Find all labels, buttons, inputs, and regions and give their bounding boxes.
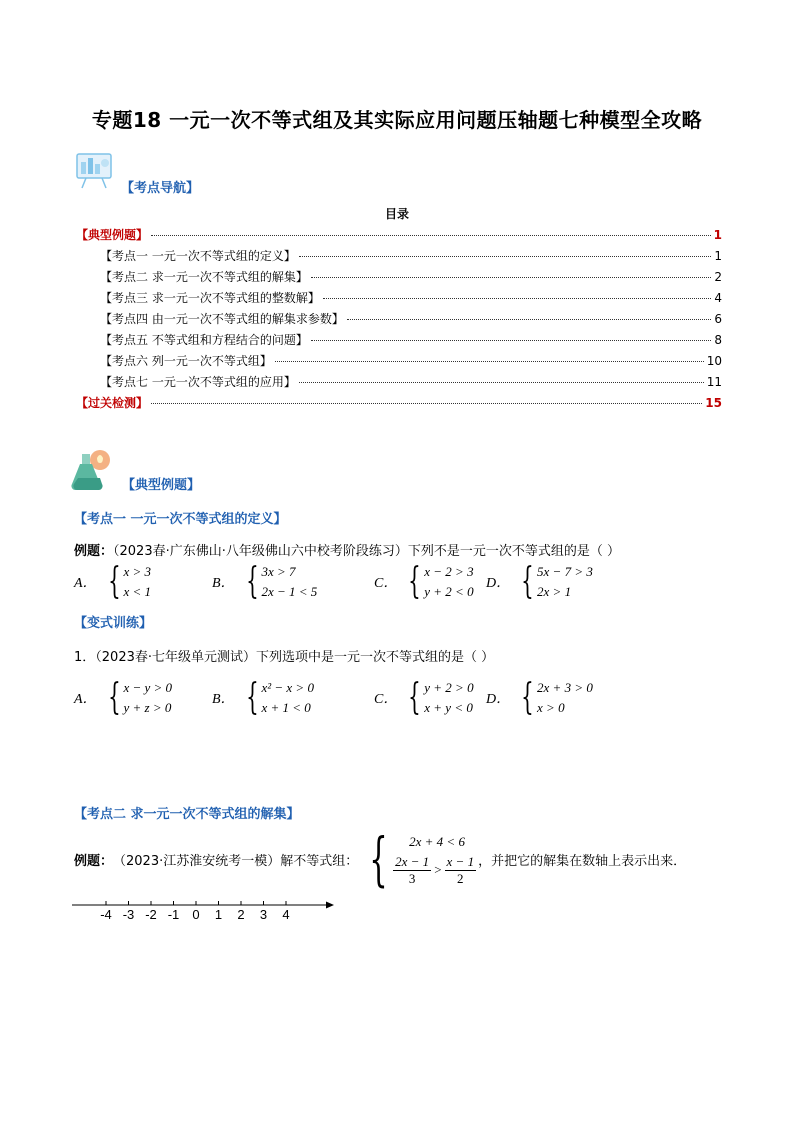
toc-entry-page: 15	[705, 396, 722, 410]
inequality-system	[103, 678, 173, 718]
inequality-system: { 2x + 4 < 6 $\frac{2x - 1}{3}$ > $\frac{x - 1}{2}$	[369, 825, 475, 893]
option-d[interactable]	[486, 678, 593, 718]
document-title: 专题18 一元一次不等式组及其实际应用问题压轴题七种模型全攻略	[91, 108, 703, 132]
example-prefix: 例题：	[74, 853, 114, 869]
typical-section-label: 【典型例题】	[122, 478, 201, 493]
toc-entry-label: 【考点二 求一元一次不等式组的解集】	[100, 270, 308, 284]
system-line: 3x > 7	[261, 564, 296, 579]
table-of-contents	[76, 226, 722, 415]
system-line: y + z > 0	[123, 700, 172, 715]
fraction-left: $\frac{2x - 1}{3}$	[395, 853, 430, 886]
toc-entry-page: 1	[713, 228, 722, 242]
toc-entry[interactable]	[76, 310, 722, 331]
q1-options	[74, 678, 714, 722]
option-d[interactable]	[486, 562, 593, 602]
number-line-label: -1	[167, 907, 180, 922]
system-line: 5x − 7 > 3	[537, 564, 593, 579]
inequality-system	[516, 678, 593, 718]
nav-section-label: 【考点导航】	[121, 181, 200, 196]
brace-icon: {	[245, 561, 259, 602]
toc-leader-dots	[311, 277, 712, 278]
option-letter: A．	[74, 576, 97, 591]
variant-label: 【变式训练】	[74, 616, 153, 631]
inequality-system	[103, 562, 151, 602]
system-line: x + y < 0	[424, 700, 473, 715]
compare-operator: >	[434, 862, 442, 877]
q1-text: 1．（2023春·七年级单元测试）下列选项中是一元一次不等式组的是（ ）	[74, 650, 495, 665]
brace-icon: {	[521, 561, 534, 602]
toc-entry[interactable]	[76, 268, 722, 289]
system-line: 2x + 3 > 0	[537, 680, 593, 695]
presentation-board-icon	[74, 150, 116, 190]
example-text: （2023·江苏淮安统考一模）解不等式组：	[113, 853, 359, 869]
toc-title: 目录	[384, 207, 409, 221]
number-line-label: -3	[122, 907, 135, 922]
toc-entry-page: 10	[706, 354, 722, 368]
inequality-system	[403, 678, 473, 718]
system-line: x − y > 0	[123, 680, 173, 695]
number-line-label: 1	[214, 907, 223, 922]
number-line	[72, 896, 336, 928]
toc-entry[interactable]	[76, 226, 722, 247]
brace-icon: {	[107, 561, 121, 602]
toc-entry-label: 【考点四 由一元一次不等式组的解集求参数】	[100, 312, 344, 326]
option-b[interactable]	[212, 562, 317, 602]
option-a[interactable]	[74, 562, 151, 602]
toc-entry-page: 1	[714, 249, 722, 263]
option-letter: A．	[74, 692, 97, 707]
fraction-right: $\frac{x - 1}{2}$	[446, 853, 475, 886]
toc-entry-label: 【考点七 一元一次不等式组的应用】	[100, 375, 296, 389]
option-c[interactable]	[374, 678, 474, 718]
toc-entry[interactable]	[76, 331, 722, 352]
system-line: x − 2 > 3	[424, 564, 474, 579]
option-a[interactable]	[74, 678, 172, 718]
example-prefix: 例题：	[74, 544, 114, 559]
toc-entry-label: 【考点五 不等式组和方程结合的问题】	[100, 333, 308, 347]
kp1-heading: 【考点一 一元一次不等式组的定义】	[74, 512, 287, 527]
brace-icon: {	[245, 677, 259, 718]
system-line: y + 2 > 0	[424, 680, 474, 695]
system-line: x > 0	[537, 700, 565, 715]
system-line: x > 3	[123, 564, 152, 579]
toc-entry[interactable]	[76, 289, 722, 310]
toc-leader-dots	[311, 340, 712, 341]
number-line-label: 0	[192, 907, 200, 922]
system-line: x + 1 < 0	[261, 700, 311, 715]
option-letter: D．	[486, 576, 511, 591]
system-line: x < 1	[123, 584, 152, 599]
kp1-options	[74, 562, 714, 606]
toc-entry-label: 【典型例题】	[76, 228, 149, 242]
toc-leader-dots	[323, 298, 712, 299]
brace-icon: {	[521, 677, 534, 718]
toc-entry-page: 2	[714, 270, 722, 284]
inequality-system	[516, 562, 593, 602]
example-tail: ，并把它的解集在数轴上表示出来．	[478, 853, 687, 869]
option-b[interactable]	[212, 678, 314, 718]
toc-leader-dots	[275, 361, 704, 362]
toc-leader-dots	[347, 319, 712, 320]
brace-icon: {	[107, 677, 121, 718]
system-line-1: 2x + 4 < 6	[409, 833, 465, 849]
kp1-example	[74, 540, 620, 559]
example-text: （2023春·广东佛山·八年级佛山六中校考阶段练习）下列不是一元一次不等式组的是（ ）	[113, 544, 620, 559]
number-line-label: 2	[237, 907, 245, 922]
toc-entry-page: 11	[706, 375, 722, 389]
toc-leader-dots	[299, 382, 704, 383]
toc-entry-page: 6	[714, 312, 722, 326]
toc-entry-label: 【考点三 求一元一次不等式组的整数解】	[100, 291, 320, 305]
system-line: 2x > 1	[537, 584, 572, 599]
number-line-label: -4	[100, 907, 112, 922]
inequality-system	[403, 562, 473, 602]
toc-entry-label: 【过关检测】	[76, 396, 149, 410]
kp2-heading: 【考点二 求一元一次不等式组的解集】	[74, 807, 300, 822]
option-letter: C．	[374, 692, 398, 707]
toc-entry-page: 4	[714, 291, 722, 305]
brace-icon: {	[408, 561, 422, 602]
toc-entry[interactable]	[76, 352, 722, 373]
inequality-system	[241, 562, 318, 602]
toc-entry[interactable]	[76, 373, 722, 394]
number-line-label: -2	[145, 907, 157, 922]
option-letter: B．	[212, 692, 235, 707]
option-letter: D．	[486, 692, 511, 707]
system-line: 2x − 1 < 5	[261, 584, 318, 599]
toc-entry-label: 【考点一 一元一次不等式组的定义】	[100, 249, 296, 263]
kp2-example	[74, 825, 687, 893]
number-line-label: 4	[282, 907, 290, 922]
system-line: y + 2 < 0	[424, 584, 474, 599]
inequality-system	[241, 678, 314, 718]
toc-leader-dots	[151, 235, 711, 236]
toc-entry-label: 【考点六 列一元一次不等式组】	[100, 354, 272, 368]
system-line: x² − x > 0	[261, 680, 314, 695]
toc-entry-page: 8	[714, 333, 722, 347]
flask-icon	[70, 448, 116, 492]
option-letter: C．	[374, 576, 398, 591]
option-letter: B．	[212, 576, 235, 591]
brace-icon: {	[408, 677, 422, 718]
toc-leader-dots	[151, 403, 702, 404]
number-line-label: 3	[259, 907, 268, 922]
option-c[interactable]	[374, 562, 474, 602]
toc-leader-dots	[299, 256, 712, 257]
toc-entry[interactable]	[76, 247, 722, 268]
toc-entry[interactable]	[76, 394, 722, 415]
